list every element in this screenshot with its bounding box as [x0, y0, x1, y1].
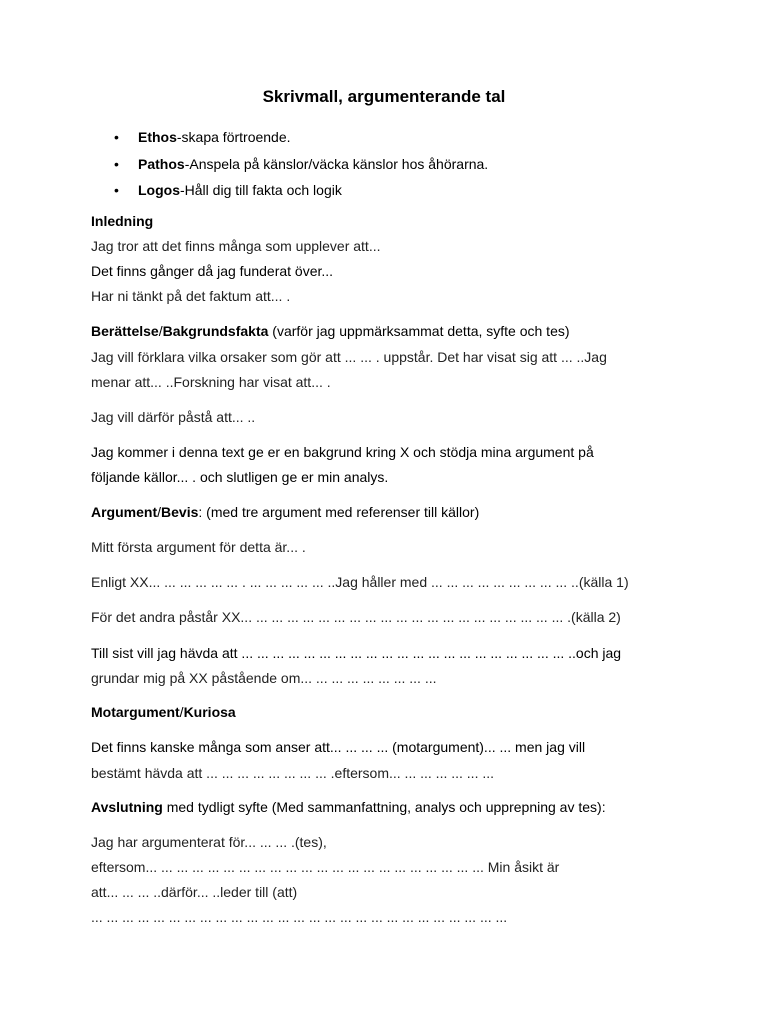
bullet-term: Pathos: [138, 155, 185, 172]
heading-part: Argument: [91, 504, 158, 520]
section-heading-argument: [91, 503, 479, 521]
section-heading-avslutning: [91, 798, 606, 816]
bullet-term: Ethos: [138, 129, 177, 145]
bullet-item-pathos: [114, 151, 488, 178]
bullet-text: -Håll dig till fakta och logik: [180, 182, 342, 198]
body-line: Jag vill förklara vilka orsaker som gör att ... ... . uppstår. Det har visat sig att ... ..Jag: [91, 349, 607, 365]
heading-rest: : (med tre argument med referenser till källor): [198, 504, 480, 520]
body-line: eftersom... ... ... ... ... ... ... ... ... ... ... ... ... ... ... ... ... ... ... ... ... ... Min åsikt är: [91, 859, 560, 875]
heading-part: Bevis: [161, 504, 199, 520]
bullet-dot-icon: •: [114, 129, 119, 145]
body-line: För det andra påstår XX... ... ... ... ... ... ... ... ... ... ... ... ... ... ... ... ... ... ... ... ... .(källa 2): [91, 609, 621, 625]
body-line: grundar mig på XX påstående om... ... ... ... ... ... ... ... ...: [91, 670, 437, 686]
body-line: Till sist vill jag hävda att ... ... ... ... ... ... ... ... ... ... ... ... ... ... ... ... ... ... ... ... ... ..och jag: [91, 645, 622, 661]
section-heading-berattelse: [91, 322, 570, 340]
bullet-text: -skapa förtroende.: [176, 129, 291, 145]
heading-part: Berättelse: [91, 323, 159, 339]
body-line: Har ni tänkt på det faktum att... .: [91, 288, 291, 304]
bullet-term: Logos: [138, 182, 180, 198]
body-line: bestämt hävda att ... ... ... ... ... ... ... ... .eftersom... ... ... ... ... ... ...: [91, 765, 495, 781]
bullet-dot-icon: •: [114, 155, 119, 172]
bullet-text: -Anspela på känslor/väcka känslor hos åhörarna.: [184, 155, 489, 172]
section-heading-inledning: Inledning: [91, 213, 154, 229]
heading-part: Kuriosa: [183, 704, 236, 720]
section-heading-motargument: [91, 703, 236, 721]
heading-slash: /: [157, 504, 162, 520]
heading-part: Bakgrundsfakta: [162, 323, 269, 339]
body-line: Enligt XX... ... ... ... ... ... . ... ... ... ... ... ..Jag håller med ... ... ... ... ... ... ... ... ... ..(källa 1): [91, 574, 629, 590]
bullet-item-logos: [114, 177, 488, 204]
heading-part: Avslutning: [91, 799, 163, 815]
body-line: menar att... ..Forskning har visat att... .: [91, 374, 331, 390]
body-line: Det finns gånger då jag funderat över...: [91, 263, 334, 279]
body-line: ... ... ... ... ... ... ... ... ... ... ... ... ... ... ... ... ... ... ... ... ... ... ... ... ... ... ...: [91, 909, 508, 925]
body-line: Jag kommer i denna text ge er en bakgrund kring X och stödja mina argument på: [91, 444, 594, 460]
heading-part: Motargument: [91, 704, 180, 720]
heading-rest: (varför jag uppmärksammat detta, syfte och tes): [268, 323, 570, 339]
body-line: Mitt första argument för detta är... .: [91, 539, 306, 555]
heading-slash: /: [158, 323, 163, 339]
rhetoric-bullet-list: [114, 124, 488, 204]
heading-slash: /: [179, 704, 184, 720]
body-line: att... ... ... ..därför... ..leder till (att): [91, 884, 298, 900]
heading-rest: med tydligt syfte (Med sammanfattning, analys och upprepning av tes):: [162, 799, 606, 815]
body-line: följande källor... . och slutligen ge er min analys.: [91, 469, 389, 485]
body-line: Jag tror att det finns många som upplever att...: [91, 238, 381, 254]
document-title: Skrivmall, argumenterande tal: [262, 87, 506, 106]
bullet-item-ethos: [114, 124, 488, 151]
body-line: Det finns kanske många som anser att... ... ... ... (motargument)... ... men jag vill: [91, 739, 586, 755]
body-line: Jag vill därför påstå att... ..: [91, 409, 256, 425]
body-line: Jag har argumenterat för... ... ... .(tes),: [91, 834, 327, 850]
bullet-dot-icon: •: [114, 182, 119, 198]
